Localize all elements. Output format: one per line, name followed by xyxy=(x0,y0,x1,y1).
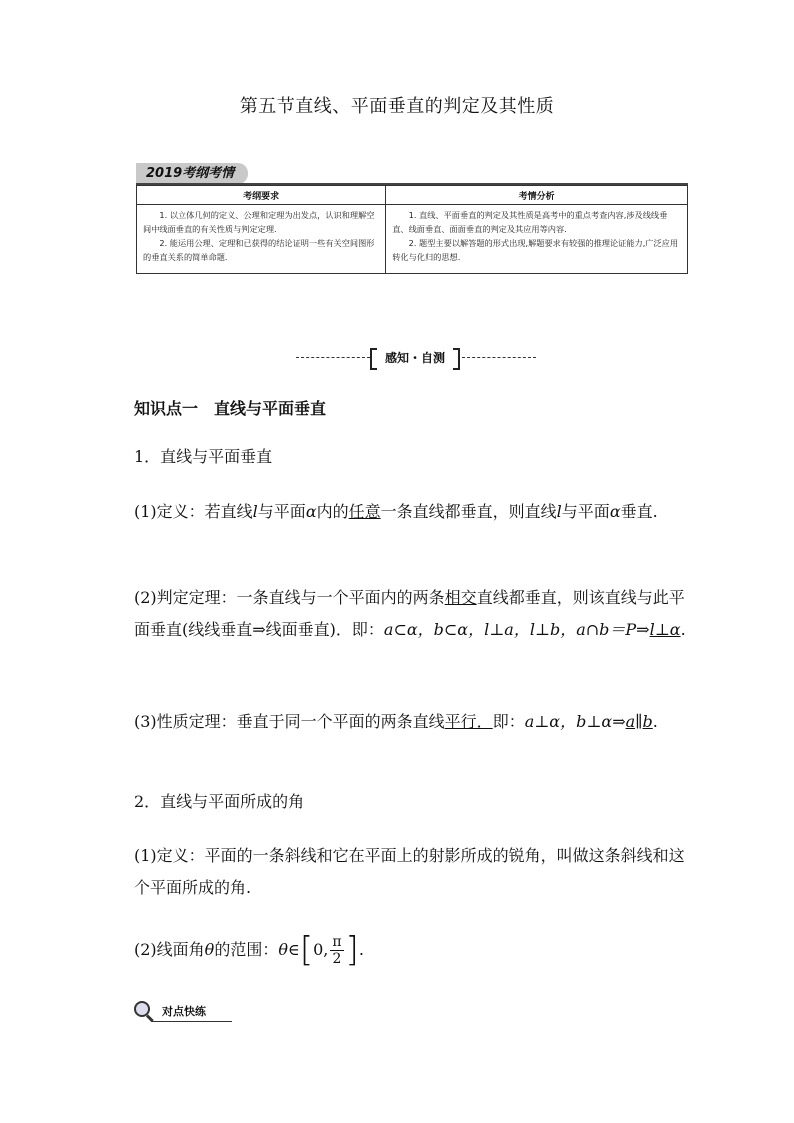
def-text-a: (1)定义：若直线 xyxy=(134,502,253,521)
fraction-denominator: 2 xyxy=(332,951,342,967)
knowledge-heading: 知识点一 直线与平面垂直 xyxy=(134,399,327,418)
def-text-f: 垂直. xyxy=(620,502,658,521)
def-var-alpha2: α xyxy=(609,502,621,521)
syllabus-table xyxy=(136,185,688,274)
subsection-2-title: 2．直线与平面所成的角 xyxy=(134,792,305,811)
syllabus-right-p1: 1. 直线、平面垂直的判定及其性质是高考中的重点考查内容,涉及线线垂直、线面垂直、面面垂直的判定及其应用等内容. xyxy=(392,210,668,234)
def-blank-answer: 任意 xyxy=(348,502,381,521)
section-divider xyxy=(296,347,536,369)
prop-blank-answer: 平行． xyxy=(444,712,493,731)
def-text-c: 内的 xyxy=(316,502,349,521)
judgement-theorem-paragraph xyxy=(134,582,700,646)
practice-underline xyxy=(152,1021,232,1022)
syllabus-tag: 2019考纲考情 xyxy=(136,163,248,184)
judge-text-a: (2)判定定理：一条直线与一个平面内的两条 xyxy=(134,588,445,607)
judge-answer: l⊥α xyxy=(649,620,681,639)
syllabus-left-p2: 2. 能运用公理、定理和已获得的结论证明一些有关空间图形的垂直关系的简单命题. xyxy=(143,238,375,262)
prop-text-a: (3)性质定理：垂直于同一个平面的两条直线 xyxy=(134,712,445,731)
range-text-b: 的范围： xyxy=(214,940,279,959)
def-var-l2: l xyxy=(556,502,562,521)
range-zero: 0, xyxy=(313,940,329,959)
fraction-pi-over-2 xyxy=(330,934,343,967)
subsection-1-title: 1．直线与平面垂直 xyxy=(134,447,273,466)
judge-math: a⊂α，b⊂α，l⊥a，l⊥b，a∩b＝P⇒ xyxy=(383,620,650,639)
divider-dash-left xyxy=(296,357,370,358)
prop-end: . xyxy=(652,712,658,731)
left-bracket: [ xyxy=(299,930,314,970)
range-var-theta: θ xyxy=(204,940,215,959)
def-text-d: 一条直线都垂直，则直线 xyxy=(380,502,557,521)
practice-label-block xyxy=(134,1001,234,1025)
fraction-numerator: π xyxy=(332,934,342,950)
judge-end: . xyxy=(680,620,686,639)
def-var-alpha: α xyxy=(305,502,317,521)
definition-paragraph xyxy=(134,496,700,528)
syllabus-left-p1: 1. 以立体几何的定义、公理和定理为出发点，认识和理解空间中线面垂直的有关性质与判定定理. xyxy=(143,210,375,234)
judge-blank-answer: 相交 xyxy=(444,588,477,607)
practice-label: 对点快练 xyxy=(162,1005,206,1018)
range-text-c: ∈ xyxy=(287,940,300,959)
range-end: . xyxy=(358,940,364,959)
prop-answer: a∥b xyxy=(625,712,653,731)
page-title: 第五节直线、平面垂直的判定及其性质 xyxy=(239,96,555,117)
syllabus-right-p2: 2. 题型主要以解答题的形式出现,解题要求有较强的推理论证能力,广泛应用转化与化归的思想. xyxy=(392,238,679,262)
property-theorem-paragraph xyxy=(134,706,700,738)
prop-math: a⊥α，b⊥α⇒ xyxy=(524,712,626,731)
angle-definition-paragraph: (1)定义：平面的一条斜线和它在平面上的射影所成的锐角，叫做这条斜线和这个平面所成的角. xyxy=(134,846,685,897)
def-var-l: l xyxy=(252,502,258,521)
syllabus-analysis xyxy=(386,205,688,274)
range-text-a: (2)线面角 xyxy=(134,940,205,959)
syllabus-requirements xyxy=(137,205,386,274)
syllabus-left-header: 考纲要求 xyxy=(137,186,386,205)
angle-range-paragraph xyxy=(134,932,700,968)
judge-text-b: 直线都垂直，则该直线与此平面垂直(线线垂直⇒线面垂直)．即： xyxy=(134,588,685,639)
prop-text-b: 即： xyxy=(492,712,525,731)
range-var-theta2: θ xyxy=(278,940,288,959)
def-text-e: 与平面 xyxy=(561,502,610,521)
divider-dash-right xyxy=(462,357,536,358)
syllabus-right-header: 考情分析 xyxy=(386,186,688,205)
right-bracket: ] xyxy=(345,930,359,970)
divider-label: 感知・自测 xyxy=(370,347,460,369)
def-text-b: 与平面 xyxy=(257,502,306,521)
